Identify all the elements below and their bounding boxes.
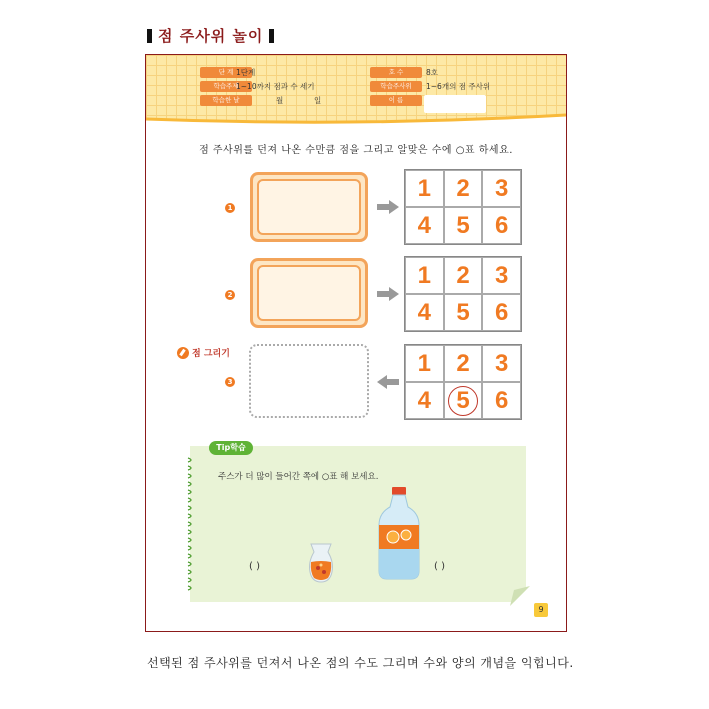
grid-cell[interactable]: 6 [482, 294, 521, 331]
answer-paren-left[interactable]: ( ) [249, 561, 260, 572]
dice-box-2 [250, 258, 368, 328]
juice-bottle-icon [375, 485, 423, 581]
grid-cell[interactable]: 1 [405, 170, 444, 207]
page-fold-icon [510, 586, 530, 606]
grid-cell-circled[interactable]: 5 [444, 382, 483, 419]
worksheet [145, 54, 567, 632]
number-grid-3 [404, 344, 522, 420]
value-month: 월 [276, 96, 284, 105]
grid-cell[interactable]: 5 [444, 207, 483, 244]
dice-draw-area[interactable] [249, 344, 369, 418]
header-wave [146, 113, 566, 127]
tip-question: 주스가 더 많이 들어간 쪽에 ○표 해 보세요. [218, 472, 379, 482]
label-name: 이 름 [370, 95, 422, 106]
page-number: 9 [534, 603, 548, 617]
instruction: 점 주사위를 던져 나온 수만큼 점을 그리고 알맞은 수에 ○표 하세요. [199, 145, 513, 156]
name-field[interactable] [424, 95, 486, 113]
value-stage: 1단계 [236, 68, 256, 77]
heading-bar-right [269, 29, 274, 43]
tip-badge: Tip학습 [209, 441, 253, 455]
value-topic: 1~10까지 점과 수 세기 [236, 82, 315, 91]
label-stage: 단 계 [200, 67, 252, 78]
grid-cell[interactable]: 3 [482, 257, 521, 294]
dice-box-1 [250, 172, 368, 242]
grid-cell[interactable]: 4 [405, 382, 444, 419]
value-issue: 8호 [426, 68, 439, 77]
heading-title: 점 주사위 놀이 [158, 27, 264, 45]
grid-cell[interactable]: 6 [482, 382, 521, 419]
problem-number-1: 1 [225, 203, 235, 213]
juice-glass-icon [306, 542, 336, 584]
grid-cell[interactable]: 4 [405, 207, 444, 244]
draw-dots-label [177, 346, 230, 359]
draw-dots-text: 점 그리기 [192, 349, 230, 359]
grid-cell[interactable]: 5 [444, 294, 483, 331]
grid-cell[interactable]: 2 [444, 345, 483, 382]
grid-cell[interactable]: 1 [405, 257, 444, 294]
grid-cell[interactable]: 1 [405, 345, 444, 382]
arrow-right-icon [377, 287, 399, 301]
pencil-icon [177, 347, 189, 359]
arrow-right-icon [377, 200, 399, 214]
section-heading [147, 25, 274, 46]
problem-number-2: 2 [225, 290, 235, 300]
grid-cell[interactable]: 3 [482, 170, 521, 207]
label-topic: 학습주제 [200, 81, 252, 92]
worksheet-header [146, 55, 566, 121]
value-dice: 1~6개의 점 주사위 [426, 82, 491, 91]
arrow-left-icon [377, 375, 399, 389]
answer-paren-right[interactable]: ( ) [434, 561, 445, 572]
problem-number-3: 3 [225, 377, 235, 387]
caption: 선택된 점 주사위를 던져서 나온 점의 수도 그리며 수와 양의 개념을 익힙니다. [147, 656, 574, 670]
heading-bar-left [147, 29, 152, 43]
grid-cell[interactable]: 3 [482, 345, 521, 382]
label-issue: 호 수 [370, 67, 422, 78]
value-day: 일 [314, 96, 322, 105]
grid-cell[interactable]: 6 [482, 207, 521, 244]
grid-cell[interactable]: 4 [405, 294, 444, 331]
label-dice: 학습주사위 [370, 81, 422, 92]
number-grid-1 [404, 169, 522, 245]
grid-cell[interactable]: 2 [444, 170, 483, 207]
number-grid-2 [404, 256, 522, 332]
spiral-binding-icon [187, 454, 195, 594]
grid-cell[interactable]: 2 [444, 257, 483, 294]
label-date: 학습한 날 [200, 95, 252, 106]
